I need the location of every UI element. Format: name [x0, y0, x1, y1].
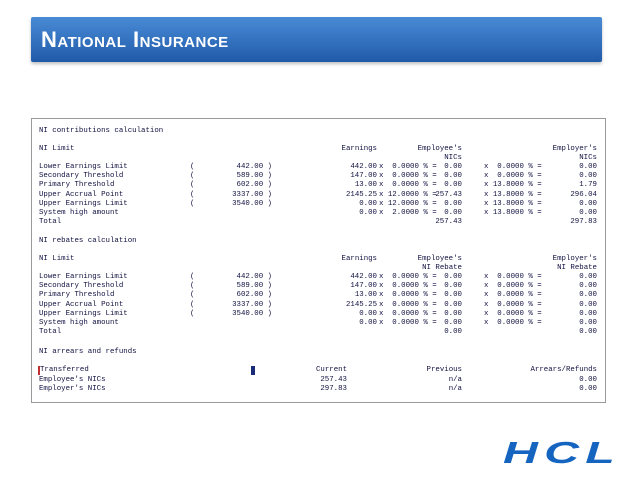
row-employee-rate: x 0.0000 % = [379, 291, 437, 300]
row-paren: ( [190, 181, 195, 190]
row-employee-rate: x 0.0000 % = [379, 300, 437, 309]
row-paren: ( [190, 172, 195, 181]
row-earnings: 0.00 [359, 209, 377, 217]
row-label: Upper Earnings Limit [39, 199, 128, 208]
row-limit: 589.00 ) [236, 172, 272, 181]
row-employee-rate: x 12.0000 % = [379, 190, 437, 199]
row-employer-amount: 0.00 [579, 172, 597, 181]
arrears-heading: NI arrears and refunds [39, 348, 137, 356]
arrears-row-previous: n/a [448, 385, 462, 393]
contributions-heading: NI contributions calculation [39, 127, 164, 135]
column-header-employee-sub: NI Rebate [422, 264, 462, 272]
row-employer-amount: 0.00 [579, 319, 597, 327]
total-employer-amount: 297.83 [570, 218, 597, 227]
arrears-row-refund: 0.00 [579, 375, 597, 384]
row-employer-amount: 0.00 [579, 282, 597, 291]
row-employee-rate: x 0.0000 % = [379, 319, 437, 327]
row-limit: 442.00 ) [236, 163, 272, 171]
row-limit: 3337.00 ) [232, 190, 272, 199]
row-employer-rate: x 0.0000 % = [484, 282, 542, 291]
row-employer-amount: 0.00 [579, 163, 597, 171]
row-earnings: 147.00 [350, 172, 377, 181]
column-header-employee: Employee's [417, 255, 462, 263]
row-paren: ( [190, 199, 195, 208]
arrears-row-previous: n/a [448, 375, 462, 384]
row-employee-rate: x 0.0000 % = [379, 181, 437, 190]
text-cursor [251, 366, 255, 375]
row-paren: ( [190, 309, 195, 318]
row-earnings: 13.00 [354, 181, 377, 190]
row-limit: 589.00 ) [236, 282, 272, 291]
row-paren: ( [190, 163, 195, 171]
row-employee-amount: 0.00 [444, 199, 462, 208]
row-paren: ( [190, 190, 195, 199]
arrears-header-transferred[interactable]: Transferred [40, 366, 89, 374]
row-paren: ( [190, 282, 195, 291]
row-employer-amount: 0.00 [579, 199, 597, 208]
row-label: System high amount [39, 319, 119, 327]
row-employee-amount: 0.00 [444, 273, 462, 281]
arrears-row-current: 297.83 [320, 385, 347, 393]
hcl-logo [500, 438, 625, 466]
row-label: Upper Accrual Point [39, 300, 124, 309]
row-earnings: 442.00 [350, 163, 377, 171]
row-paren: ( [190, 273, 195, 281]
total-employee-amount: 257.43 [435, 218, 462, 227]
row-label: Upper Accrual Point [39, 190, 124, 199]
row-limit: 3540.00 ) [232, 309, 272, 318]
row-employer-amount: 1.79 [579, 181, 597, 190]
row-employee-amount: 0.00 [444, 172, 462, 181]
column-header-earnings: Earnings [341, 145, 377, 153]
row-employee-rate: x 0.0000 % = [379, 172, 437, 181]
row-label: Lower Earnings Limit [39, 163, 128, 171]
row-limit: 602.00 ) [236, 291, 272, 300]
row-label: Secondary Threshold [39, 172, 124, 181]
column-header-employer-sub: NICs [579, 154, 597, 162]
row-employee-rate: x 0.0000 % = [379, 273, 437, 281]
row-employer-rate: x 0.0000 % = [484, 273, 542, 281]
row-employee-amount: 0.00 [444, 319, 462, 327]
row-label: Lower Earnings Limit [39, 273, 128, 281]
row-employee-rate: x 2.0000 % = [379, 209, 437, 217]
row-label: Primary Threshold [39, 181, 115, 190]
hcl-logo-text: HCL [503, 438, 621, 466]
row-limit: 602.00 ) [236, 181, 272, 190]
row-employer-rate: x 13.8000 % = [484, 209, 542, 217]
row-employer-rate: x 0.0000 % = [484, 319, 542, 327]
row-employer-rate: x 0.0000 % = [484, 309, 542, 318]
row-earnings: 442.00 [350, 273, 377, 281]
column-header-limit: NI Limit [39, 255, 75, 263]
row-employer-rate: x 0.0000 % = [484, 291, 542, 300]
column-header-employer-sub: NI Rebate [557, 264, 597, 272]
row-employer-rate: x 0.0000 % = [484, 300, 542, 309]
row-earnings: 2145.25 [345, 190, 377, 199]
row-employer-amount: 0.00 [579, 309, 597, 318]
row-label: System high amount [39, 209, 119, 217]
row-employee-rate: x 12.0000 % = [379, 199, 437, 208]
arrears-row-label: Employee's NICs [39, 375, 106, 384]
row-limit: 3337.00 ) [232, 300, 272, 309]
total-employer-amount: 0.00 [579, 328, 597, 337]
arrears-header-previous: Previous [426, 366, 462, 374]
row-earnings: 0.00 [359, 319, 377, 327]
row-employee-rate: x 0.0000 % = [379, 282, 437, 291]
row-employee-amount: 0.00 [444, 300, 462, 309]
total-label: Total [39, 218, 62, 227]
row-employer-rate: x 0.0000 % = [484, 172, 542, 181]
row-limit: 3540.00 ) [232, 199, 272, 208]
total-label: Total [39, 328, 62, 337]
row-label: Secondary Threshold [39, 282, 124, 291]
row-employee-amount: 0.00 [444, 282, 462, 291]
row-label: Primary Threshold [39, 291, 115, 300]
slide-title: National Insurance [41, 27, 229, 52]
column-header-earnings: Earnings [341, 255, 377, 263]
sap-screen-frame [31, 118, 606, 403]
row-employer-amount: 0.00 [579, 273, 597, 281]
sap-list-output [32, 119, 605, 402]
slide-title-bar [31, 17, 602, 62]
row-earnings: 0.00 [359, 309, 377, 318]
row-employer-amount: 0.00 [579, 209, 597, 217]
row-employee-rate: x 0.0000 % = [379, 163, 437, 171]
row-employer-amount: 0.00 [579, 291, 597, 300]
column-header-limit: NI Limit [39, 145, 75, 153]
arrears-row-current: 257.43 [320, 375, 347, 384]
arrears-header-refunds: Arrears/Refunds [530, 366, 597, 374]
row-earnings: 0.00 [359, 199, 377, 208]
row-earnings: 2145.25 [345, 300, 377, 309]
row-earnings: 147.00 [350, 282, 377, 291]
row-employee-amount: 257.43 [435, 190, 462, 199]
row-employer-amount: 296.04 [570, 190, 597, 199]
row-earnings: 13.00 [354, 291, 377, 300]
row-employer-rate: x 13.8000 % = [484, 181, 542, 190]
row-employer-amount: 0.00 [579, 300, 597, 309]
arrears-header-current: Current [315, 366, 347, 374]
row-employer-rate: x 0.0000 % = [484, 163, 542, 171]
row-employee-rate: x 0.0000 % = [379, 309, 437, 318]
column-header-employee: Employee's [417, 145, 462, 153]
row-employee-amount: 0.00 [444, 309, 462, 318]
row-employee-amount: 0.00 [444, 291, 462, 300]
arrears-row-refund: 0.00 [579, 385, 597, 393]
rebates-heading: NI rebates calculation [39, 237, 137, 245]
row-label: Upper Earnings Limit [39, 309, 128, 318]
row-paren: ( [190, 300, 195, 309]
row-paren: ( [190, 291, 195, 300]
column-header-employee-sub: NICs [444, 154, 462, 162]
column-header-employer: Employer's [552, 255, 597, 263]
row-employer-rate: x 13.8000 % = [484, 199, 542, 208]
row-employer-rate: x 13.8000 % = [484, 190, 542, 199]
row-employee-amount: 0.00 [444, 181, 462, 190]
row-employee-amount: 0.00 [444, 209, 462, 217]
row-employee-amount: 0.00 [444, 163, 462, 171]
arrears-row-label: Employer's NICs [39, 385, 106, 393]
row-limit: 442.00 ) [236, 273, 272, 281]
total-employee-amount: 0.00 [444, 328, 462, 337]
column-header-employer: Employer's [552, 145, 597, 153]
